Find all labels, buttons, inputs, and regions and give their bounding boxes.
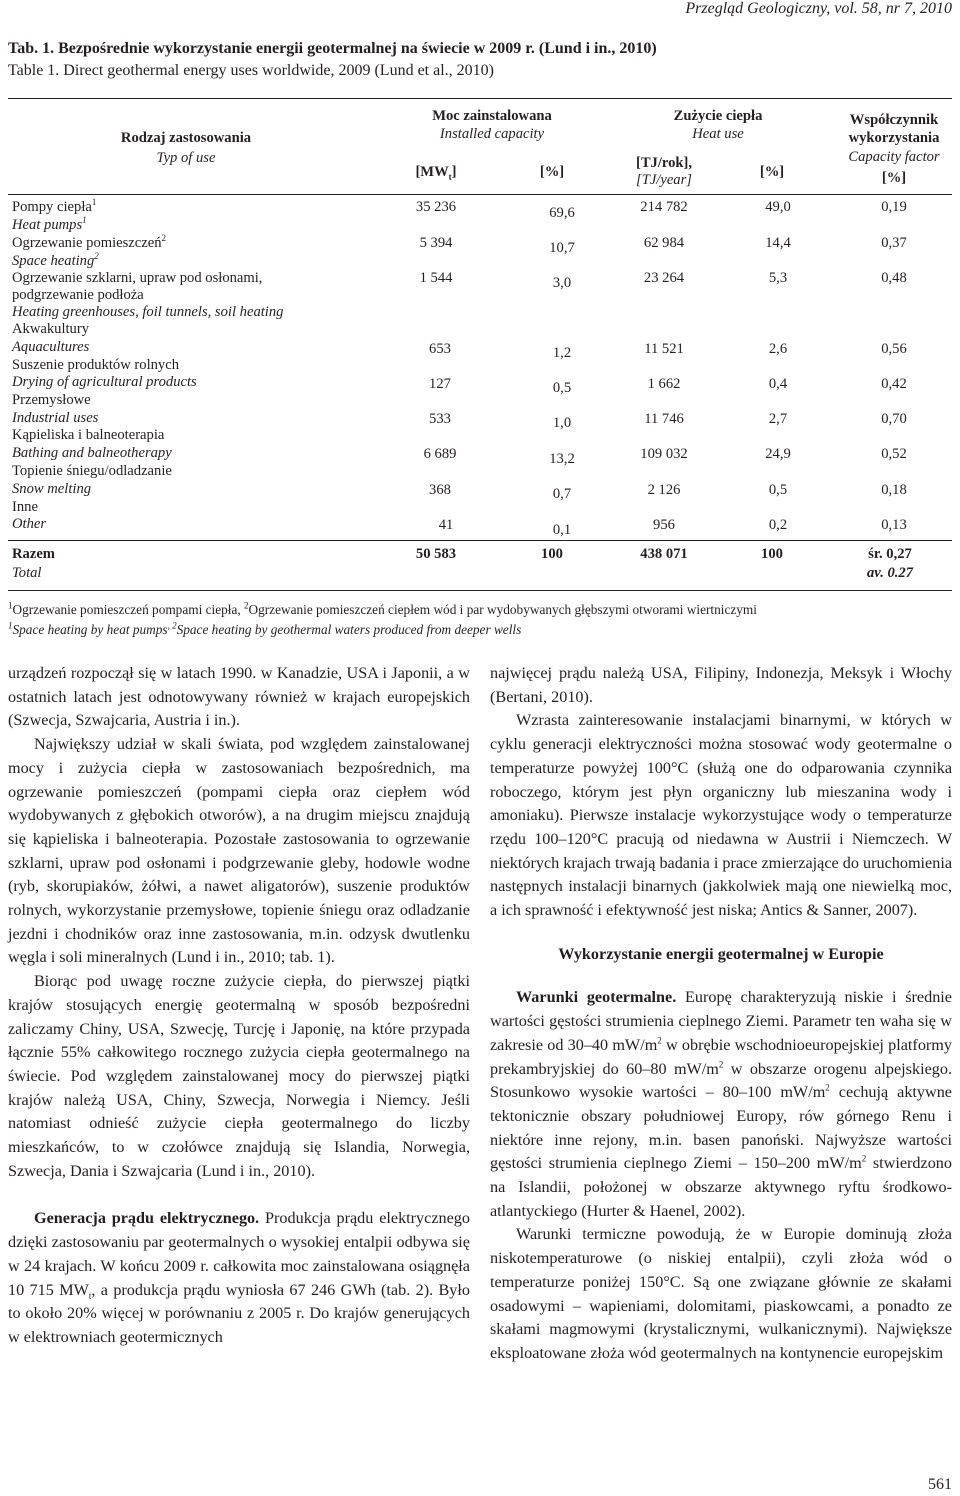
total-tj: 438 071 (640, 546, 688, 562)
paragraph: Największy udział w skali świata, pod względem zainstalowanej mocy i zużycia ciepła w zastosowaniach bezpośrednich, ma ogrzewanie pomieszczeń (pompami ciepła oraz ciepłem wód wydobywanych z głębokich otworów), a na drugim miejscu znajdują się kąpieliska i balneoterapia. Pozostałe zastosowania to ogrzewanie szklarni, upraw pod osłonami i podgrzewanie gleby, hodowle wodne (ryb, skorupiaków, żółwi, a nawet aligatorów), suszenie produktów rolnych, wykorzystanie przemysłowe, topienie śniegu oraz odladzanie jezdni i chodników oraz inne zastosowania, m.in. odzysk dwutlenku węgla i soli mineralnych (Lund i in., 2010; tab. 1). (8, 735, 470, 967)
th-use-pl: Rodzaj zastosowania (120, 130, 252, 146)
row-label-pl: Topienie śniegu/odladzanie (12, 463, 172, 479)
th-heat-pct: [%] (759, 164, 785, 180)
cell-cf: 0,19 (881, 199, 907, 215)
th-capacity-pl: Moc zainstalowana (432, 108, 552, 124)
footnote-pl: $^1$Ogrzewanie pomieszczeń pompami ciepła, $^2$Ogrzewanie pomieszczeń ciepłem wód i par wydobywanych głębszymi otworami wiertniczymi (8, 600, 757, 617)
row-label-pl: Przemysłowe (12, 392, 91, 408)
row-label-pl: Pompy ciepła$^1$ (12, 197, 97, 215)
row-label-en: Aquacultures (12, 339, 90, 355)
paragraph: Warunki termiczne powodują, że w Europie dominują złoża niskotemperaturowe (o niskiej entalpii), czyli złoża wód o temperaturze poniżej 150°C. Są one związane głównie ze skałami osadowymi – wapieniami, dolomitami, piaskowcami, a ponadto ze skałami magmowymi (krystalicznymi, wulkanicznymi). Największe eksploatowane złoża wód geotermalnych na kontynencie europejskim (490, 1225, 952, 1362)
journal-header: Przegląd Geologiczny, vol. 58, nr 7, 2010 (685, 0, 952, 17)
cell-tj-pct: 24,9 (765, 446, 791, 462)
total-cf-en: av. 0.27 (866, 565, 914, 581)
cell-cf: 0,70 (881, 411, 907, 427)
cell-mw-pct: 69,6 (549, 205, 575, 221)
row-label-en: Other (12, 516, 47, 532)
total-mw-pct: 100 (541, 546, 563, 562)
paragraph: najwięcej prądu należą USA, Filipiny, Indonezja, Meksyk i Włochy (Bertani, 2010). (490, 664, 952, 706)
table-caption-pl: Tab. 1. Bezpośrednie wykorzystanie energii geotermalnej na świecie w 2009 r. (Lund i in., 2010) (8, 40, 657, 57)
cell-mw-pct: 0,5 (552, 380, 572, 396)
th-heat-unit-en: [TJ/year] (636, 172, 692, 188)
th-cf-en: Capacity factor (848, 149, 940, 165)
row-label-pl: Kąpieliska i balneoterapia (12, 427, 165, 443)
cell-cf: 0,42 (881, 376, 907, 392)
cell-mw: 1 544 (419, 270, 453, 286)
paragraph: Generacja prądu elektrycznego. Produkcja prądu elektrycznego dzięki zastosowaniu par geotermalnych o wysokiej entalpii odbywa się w 24 krajach. W końcu 2009 r. całkowita moc zainstalowana osiągnęła 10 715 $MW_t$, a produkcja prądu wyniosła 67 246 GWh (tab. 2). Było to około 20% więcej w porównaniu z 2005 r. Do krajów generujących w elektrowniach geotermicznych (8, 1209, 470, 1346)
paragraph: Biorąc pod uwagę roczne zużycie ciepła, do pierwszej piątki krajów stosujących energię geotermalną w sposób bezpośredni zaliczamy Chiny, USA, Szwecję, Turcję i Japonię, na które przypada łącznie 55% całkowitego rocznego zużycia ciepła geotermalnego na świecie. Pod względem zainstalowanej mocy do pierwszej piątki krajów należą USA, Chiny, Szwecja, Norwegia i Niemcy. Jeśli natomiast odnieść zużycie ciepła geotermalnego do liczby mieszkańców, to w czołówce znajdują się Islandia, Norwegia, Szwecja, Dania i Szwajcaria (Lund i in., 2010). (8, 972, 470, 1180)
cell-tj: 1 662 (647, 376, 681, 392)
row-label-pl: Ogrzewanie pomieszczeń$^2$ (12, 233, 167, 251)
total-label-pl: Razem (12, 546, 55, 562)
th-capacity-unit: $[MW_t]$ (415, 164, 457, 182)
th-capacity-en: Installed capacity (439, 126, 545, 142)
table-caption-en: Table 1. Direct geothermal energy uses worldwide, 2009 (Lund et al., 2010) (8, 62, 494, 79)
cell-mw: 533 (429, 411, 451, 427)
left-column (8, 662, 470, 1350)
cell-cf: 0,52 (881, 446, 907, 462)
row-label-pl: Ogrzewanie szklarni, upraw pod osłonami, (12, 270, 263, 286)
cell-mw-pct: 1,2 (552, 345, 572, 361)
table-total-rule (8, 540, 952, 541)
cell-mw: 368 (429, 482, 451, 498)
row-label-en: Drying of agricultural products (12, 374, 197, 390)
cell-mw: 653 (429, 341, 451, 357)
cell-cf: 0,56 (881, 341, 907, 357)
cell-tj-pct: 0,5 (768, 482, 788, 498)
th-heat-pl: Zużycie ciepła (673, 108, 763, 124)
total-tj-pct: 100 (761, 546, 783, 562)
cell-mw: 127 (429, 376, 451, 392)
row-label-pl: Akwakultury (12, 321, 90, 337)
row-label-pl: Inne (12, 499, 38, 515)
th-cf-pl2: wykorzystania (848, 130, 940, 146)
footnote-en: $^1$Space heating by heat pumps$^{, 2}$Space heating by geothermal waters produced from deeper wells (8, 620, 522, 637)
paragraph: Warunki geotermalne. Europę charakteryzują niskie i średnie wartości gęstości strumienia cieplnego Ziemi. Parametr ten waha się w zakresie od 30–40 $mW/m^2$ w obrębie wschodnioeuropejskiej platformy prekambryjskiej do 60–80 $mW/m^2$ w obszarze orogenu alpejskiego. Stosunkowo wysokie wartości – 80–100 $mW/m^2$ cechują aktywne tektonicznie obszary południowej Europy, rów górnego Renu i niektóre inne rejony, m.in. basen panoński. Najwyższe wartości gęstości strumienia cieplnego Ziemi – 150–200 $mW/m^2$ stwierdzono na Islandii, położonej w obszarze aktywnego ryftu środkowo-atlantyckiego (Hurter & Haenel, 2002). (490, 988, 952, 1220)
row-label-en: Space heating$^2$ (12, 251, 99, 269)
th-heat-en: Heat use (692, 126, 744, 142)
cell-mw: 35 236 (415, 199, 457, 215)
table-top-rule (8, 98, 952, 99)
th-cf-unit: [%] (881, 170, 907, 186)
cell-cf: 0,48 (881, 270, 907, 286)
page-number: 561 (928, 1476, 952, 1493)
cell-mw: 5 394 (419, 235, 453, 251)
cell-tj-pct: 5,3 (768, 270, 788, 286)
cell-tj: 956 (653, 517, 675, 533)
cell-tj: 62 984 (643, 235, 685, 251)
total-mw: 50 583 (415, 546, 457, 562)
cell-tj-pct: 0,2 (768, 517, 788, 533)
cell-mw-pct: 0,7 (552, 486, 572, 502)
table-bottom-rule (8, 590, 952, 591)
th-heat-unit-pl: [TJ/rok], (635, 155, 693, 171)
paragraph: Wzrasta zainteresowanie instalacjami binarnymi, w których w cyklu generacji elektryczności można stosować wody geotermalne o temperaturze powyżej 100°C (służą one do odparowania czynnika roboczego, którym jest płyn organiczny lub mieszanina wody i amoniaku). Pierwsze instalacje wykorzystujące wody o temperaturze rzędu 100–120°C pracują od niedawna w Austrii i Niemczech. W niektórych krajach trwają badania i prace zmierzające do uruchomienia następnych instalacji binarnych (jakkolwiek mają one niewielką moc, a ich sprawność i efektywność jest niska; Antics & Sanner, 2007). (490, 711, 952, 920)
paragraph: urządzeń rozpoczął się w latach 1990. w Kanadzie, USA i Japonii, a w ostatnich latach jest odnotowywany również w krajach europejskich (Szwecja, Szwajcaria, Austria i in.). (8, 664, 470, 730)
cell-tj-pct: 2,7 (768, 411, 788, 427)
th-cf-pl1: Współczynnik (849, 112, 939, 128)
cell-tj: 109 032 (640, 446, 688, 462)
cell-mw-pct: 13,2 (549, 451, 575, 467)
total-cf-pl: śr. 0,27 (868, 546, 912, 562)
row-label-en: Industrial uses (12, 410, 99, 426)
cell-tj-pct: 0,4 (768, 376, 788, 392)
cell-mw-pct: 10,7 (549, 240, 575, 256)
row-label-en: Snow melting (12, 481, 92, 497)
total-label-en: Total (12, 565, 42, 581)
cell-cf: 0,13 (881, 517, 907, 533)
cell-cf: 0,37 (881, 235, 907, 251)
cell-tj: 2 126 (647, 482, 681, 498)
section-heading: Wykorzystanie energii geotermalnej w Europie (558, 944, 884, 963)
table-header-rule (8, 194, 952, 195)
th-use-en: Typ of use (156, 150, 216, 166)
cell-mw: 41 (438, 517, 454, 533)
cell-tj-pct: 14,4 (765, 235, 791, 251)
cell-tj-pct: 49,0 (765, 199, 791, 215)
right-column (490, 662, 952, 1366)
row-label-en: Bathing and balneotherapy (12, 445, 172, 461)
cell-tj: 23 264 (643, 270, 685, 286)
cell-mw: 6 689 (423, 446, 457, 462)
cell-mw-pct: 0,1 (552, 522, 572, 538)
row-label-en: Heat pumps$^1$ (12, 215, 87, 233)
cell-mw-pct: 1,0 (552, 415, 572, 431)
cell-mw-pct: 3,0 (552, 275, 572, 291)
th-capacity-pct: [%] (539, 164, 565, 180)
row-label-pl: Suszenie produktów rolnych (12, 357, 179, 373)
row-label-en: Heating greenhouses, foil tunnels, soil heating (12, 304, 284, 320)
cell-tj: 214 782 (640, 199, 688, 215)
cell-cf: 0,18 (881, 482, 907, 498)
row-label-pl: podgrzewanie podłoża (12, 287, 144, 303)
cell-tj: 11 521 (644, 341, 684, 357)
cell-tj: 11 746 (644, 411, 684, 427)
cell-tj-pct: 2,6 (768, 341, 788, 357)
